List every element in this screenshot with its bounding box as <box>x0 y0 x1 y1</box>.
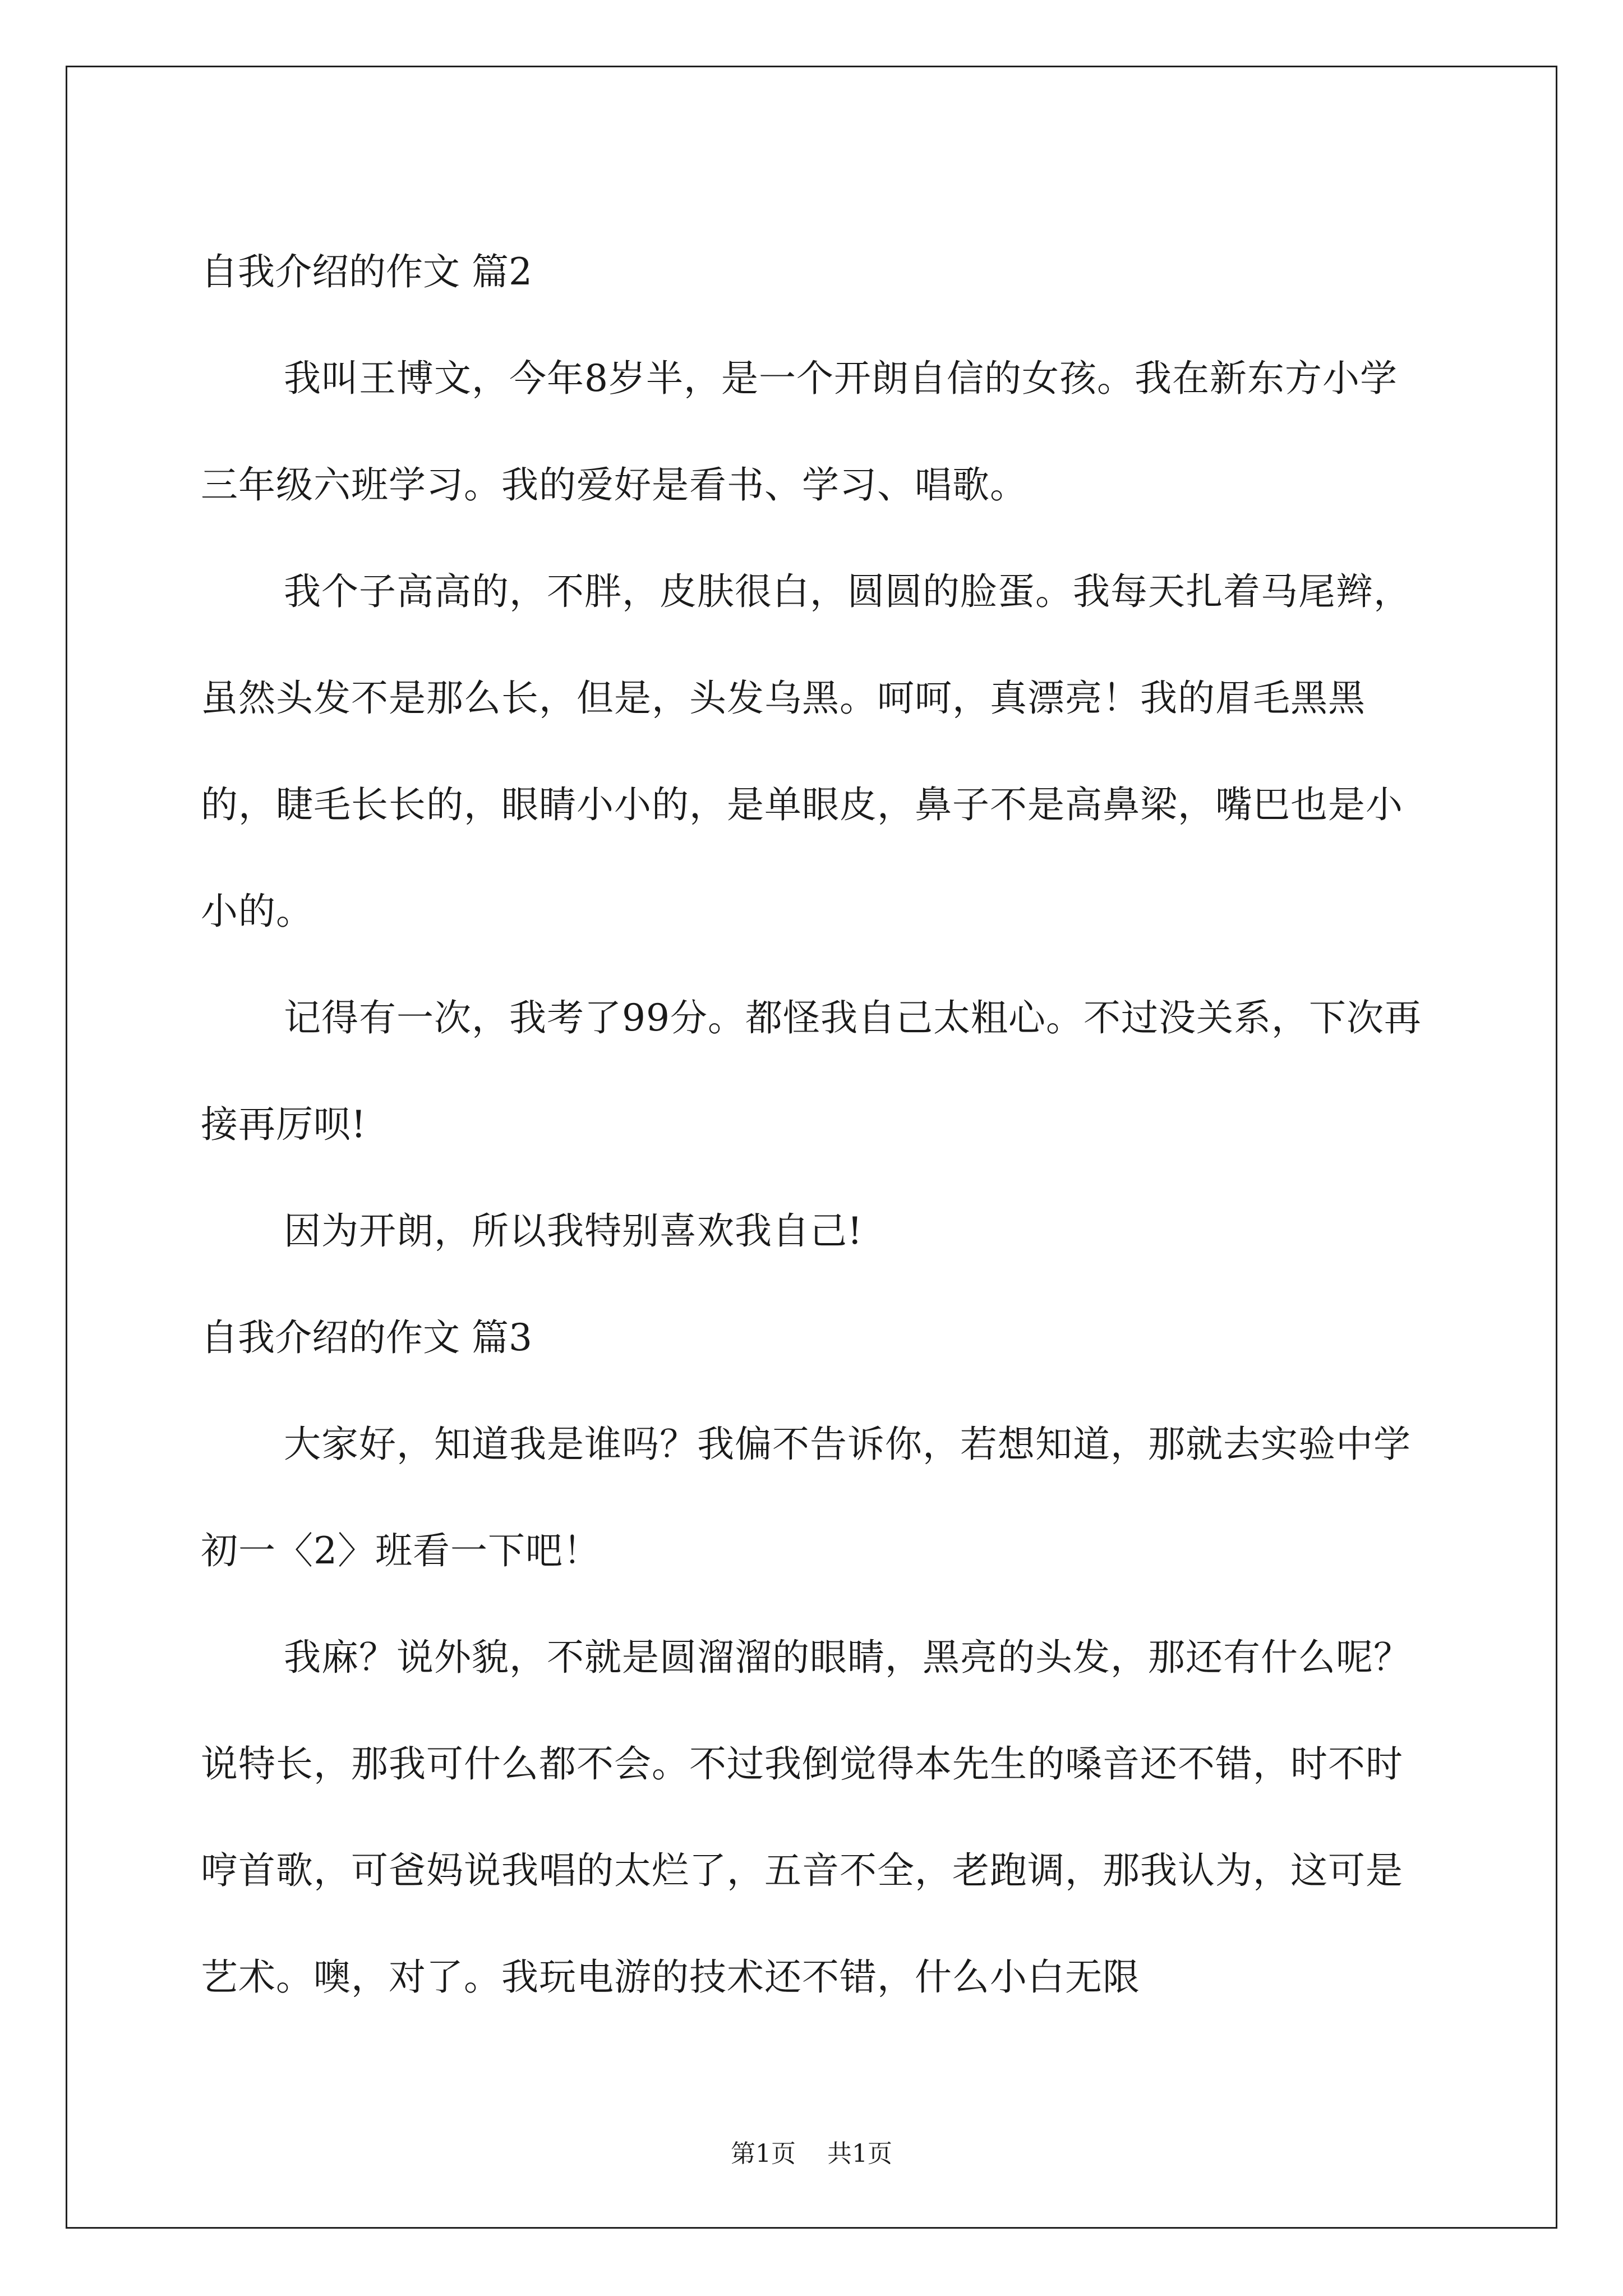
paragraph: 记得有一次，我考了99分。都怪我自己太粗心。不过没关系，下次再接再厉呗! <box>201 996 1422 1146</box>
paragraph: 大家好，知道我是谁吗？我偏不告诉你，若想知道，那就去实验中学初一〈2〉班看一下吧！ <box>201 1423 1411 1572</box>
section-3 <box>201 1285 1435 2031</box>
page-total: 共1页 <box>827 2139 892 2168</box>
document-body <box>201 219 1435 2031</box>
section-heading: 自我介绍的作文 篇2 <box>201 250 532 293</box>
section-heading: 自我介绍的作文 篇3 <box>201 1316 532 1359</box>
page-number: 第1页 <box>731 2139 796 2168</box>
paragraph: 我麻？说外貌，不就是圆溜溜的眼睛，黑亮的头发，那还有什么呢？说特长，那我可什么都不会。不过我倒觉得本先生的嗓音还不错，时不时哼首歌，可爸妈说我唱的太烂了，五音不全，老跑调，那我认为，这可是艺术。噢，对了。我玩电游的技术还不错，什么小白无限 <box>201 1636 1411 1999</box>
paragraph: 因为开朗，所以我特别喜欢我自己! <box>284 1209 863 1253</box>
paragraph: 我个子高高的，不胖，皮肤很白，圆圆的脸蛋。我每天扎着马尾辫，虽然头发不是那么长，但是，头发乌黑。呵呵，真漂亮！我的眉毛黑黑的，睫毛长长的，眼睛小小的，是单眼皮，鼻子不是高鼻梁，嘴巴也是小小的。 <box>201 570 1411 933</box>
page-footer <box>0 2137 1623 2171</box>
paragraph: 我叫王博文，今年8岁半，是一个开朗自信的女孩。我在新东方小学三年级六班学习。我的爱好是看书、学习、唱歌。 <box>201 357 1398 507</box>
section-2 <box>201 219 1435 1285</box>
